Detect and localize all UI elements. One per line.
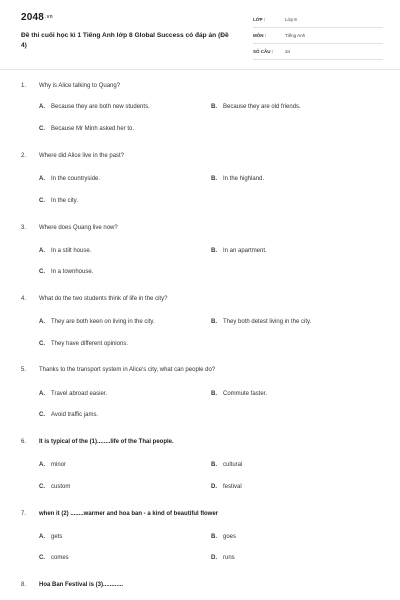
question-number: 4. [21, 296, 27, 302]
option-b[interactable]: B. Because they are old friends. [211, 104, 301, 110]
question-text: It is typical of the (1)........life of the Thai people. [39, 439, 174, 445]
document-title: Đề thi cuối học kì 1 Tiếng Anh lớp 8 Global Success có đáp án (Đề 4) [21, 32, 229, 49]
option-c[interactable]: C. Avoid traffic jams. [39, 412, 99, 418]
option-c[interactable]: C. They have different opinions. [39, 341, 128, 347]
meta-key: MÔN : [253, 33, 267, 38]
option-b[interactable]: B. In the highland. [211, 176, 265, 182]
option-c[interactable]: C. custom [39, 484, 71, 490]
question-text: Where did Alice live in the past? [39, 153, 125, 159]
question-text: Why is Alice talking to Quang? [39, 83, 121, 89]
question-number: 5. [21, 367, 27, 373]
question-number: 7. [21, 511, 27, 517]
question-text: Hoa Ban Festival is (3)............ [39, 582, 124, 588]
meta-info [253, 14, 383, 62]
option-c[interactable]: C. Because Mr Minh asked her to. [39, 126, 135, 132]
question-text: Thanks to the transport system in Alice's city, what can people do? [39, 367, 216, 373]
option-a[interactable]: A. minor [39, 462, 67, 468]
meta-value: Lớp 8 [285, 17, 297, 22]
option-b[interactable]: B. cultural [211, 462, 243, 468]
question-text: What do the two students think of life in the city? [39, 296, 168, 302]
option-d[interactable]: D. runs [211, 555, 235, 561]
option-c[interactable]: C. In a townhouse. [39, 269, 94, 275]
meta-key: LỚP : [253, 17, 266, 22]
question-number: 6. [21, 439, 27, 445]
option-d[interactable]: D. festival [211, 484, 242, 490]
meta-value: 34 [285, 49, 291, 54]
question-number: 2. [21, 153, 27, 159]
option-a[interactable]: A. Because they are both new students. [39, 104, 150, 110]
option-a[interactable]: A. They are both keen on living in the city. [39, 319, 155, 325]
option-a[interactable]: A. In the countryside. [39, 176, 101, 182]
meta-row-count [253, 46, 383, 60]
question-number: 3. [21, 225, 27, 231]
header-divider [0, 69, 400, 70]
option-c[interactable]: C. In the city. [39, 198, 78, 204]
brand-logo[interactable]: 2048.vn [21, 12, 53, 23]
option-a[interactable]: A. Travel abroad easier. [39, 391, 108, 397]
question-number: 8. [21, 582, 27, 588]
option-b[interactable]: B. Commute faster. [211, 391, 268, 397]
meta-row-class [253, 14, 383, 28]
option-b[interactable]: B. They both detest living in the city. [211, 319, 312, 325]
option-a[interactable]: A. In a stilt house. [39, 248, 92, 254]
option-b[interactable]: B. In an apartment. [211, 248, 267, 254]
question-text: when it (2) ........warmer and hoa ban - a kind of beautiful flower [39, 511, 219, 517]
meta-key: SỐ CÂU : [253, 49, 274, 54]
meta-value: Tiếng Anh [285, 33, 306, 38]
option-a[interactable]: A. gets [39, 534, 63, 540]
question-number: 1. [21, 83, 27, 89]
page-header [0, 0, 400, 80]
option-b[interactable]: B. goes [211, 534, 237, 540]
meta-row-subject [253, 30, 383, 44]
option-c[interactable]: C. comes [39, 555, 69, 561]
question-text: Where does Quang live now? [39, 225, 118, 231]
